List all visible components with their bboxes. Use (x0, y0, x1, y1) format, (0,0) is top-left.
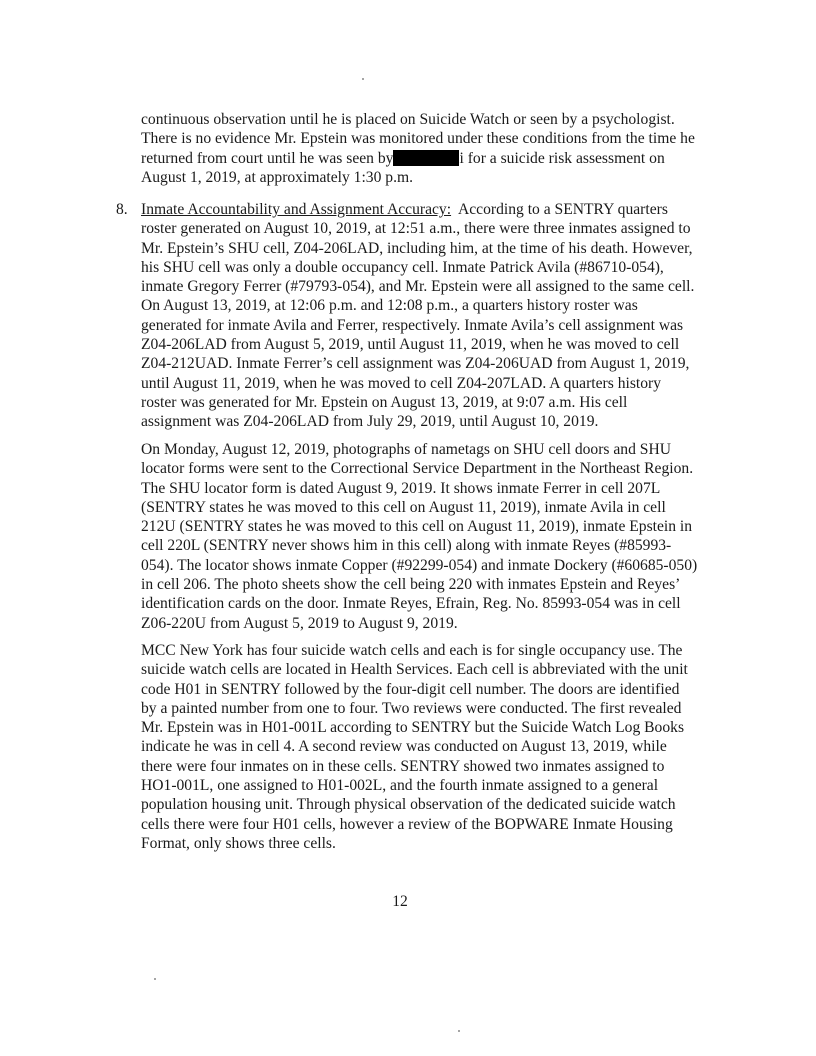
text-line: in cell 206. The photo sheets show the cell being 220 with inmates Epstein and Reyes’ (141, 576, 681, 594)
text-line: code H01 in SENTRY followed by the four-digit cell number. The doors are identified (141, 680, 680, 698)
text-fragment: i for a suicide risk assessment on (459, 149, 665, 167)
text-line: Z04-212UAD. Inmate Ferrer’s cell assignment was Z04-206UAD from August 1, 2019, (141, 355, 690, 373)
text-line: generated for inmate Avila and Ferrer, respectively. Inmate Avila’s cell assignment was (141, 316, 684, 334)
text-line: August 1, 2019, at approximately 1:30 p.m. (141, 168, 413, 186)
text-line: by a painted number from one to four. Two reviews were conducted. The first revealed (141, 699, 682, 717)
text-line: population housing unit. Through physical observation of the dedicated suicide watch (141, 796, 676, 814)
text-line: MCC New York has four suicide watch cells and each is for single occupancy use. The (141, 642, 683, 659)
text-line: continuous observation until he is placed on Suicide Watch or seen by a psychologist. (141, 111, 675, 128)
text-line: On Monday, August 12, 2019, photographs of nametags on SHU cell doors and SHU (141, 441, 671, 458)
text-line: roster was generated for Mr. Epstein on August 13, 2019, at 9:07 a.m. His cell (141, 393, 628, 411)
text-line: identification cards on the door. Inmate Reyes, Efrain, Reg. No. 85993-054 was in cell (141, 595, 681, 613)
text-line: there were four inmates on in these cells. SENTRY showed two inmates assigned to (141, 757, 665, 775)
text-line: his SHU cell was only a double occupancy cell. Inmate Patrick Avila (#86710-054), (141, 258, 664, 276)
text-line: until August 11, 2019, when he was moved to cell Z04-207LAD. A quarters history (141, 374, 662, 392)
text-line: Format, only shows three cells. (141, 834, 336, 852)
text-line: HO1-001L, one assigned to H01-002L, and the fourth inmate assigned to a general (141, 777, 659, 795)
text-line: Mr. Epstein was in H01-001L according to SENTRY but the Suicide Watch Log Books (141, 719, 685, 737)
section-heading: Inmate Accountability and Assignment Accuracy: (141, 201, 452, 218)
locator-paragraph (141, 440, 697, 633)
paragraph-continuation (141, 110, 695, 187)
text-line: roster generated on August 10, 2019, at 12:51 a.m., there were three inmates assigned to (141, 220, 691, 238)
text-line: cell 220L (SENTRY never shows him in this cell) along with inmate Reyes (#85993- (141, 537, 672, 555)
text-line-with-redaction (141, 149, 695, 168)
text-fragment: returned from court until he was seen by (141, 149, 394, 167)
text-line: 054). The locator shows inmate Copper (#92299-054) and inmate Dockery (#60685-050) (141, 556, 698, 574)
text-line: On August 13, 2019, at 12:06 p.m. and 12:08 p.m., a quarters history roster was (141, 297, 638, 315)
text-line: inmate Gregory Ferrer (#79793-054), and Mr. Epstein were all assigned to the same cell. (141, 278, 695, 296)
section-8-paragraph (141, 200, 694, 432)
text-line: assignment was Z04-206LAD from July 29, 2019, until August 10, 2019. (141, 413, 599, 431)
text-fragment: According to a SENTRY quarters (451, 201, 668, 218)
text-line: 212U (SENTRY states he was moved to this cell on August 11, 2019), inmate Epstein in (141, 518, 693, 536)
text-line: Z04-206LAD from August 5, 2019, until August 11, 2019, when he was moved to cell (141, 336, 680, 354)
text-line: cells there were four H01 cells, however a review of the BOPWARE Inmate Housing (141, 815, 673, 833)
text-line: suicide watch cells are located in Health Services. Each cell is abbreviated with the unit (141, 661, 688, 679)
page-number: 12 (392, 893, 408, 910)
text-line: locator forms were sent to the Correctional Service Department in the Northeast Region. (141, 460, 694, 478)
text-line: (SENTRY states he was moved to this cell on August 11, 2019), inmate Avila in cell (141, 498, 666, 516)
scan-speck (458, 1030, 460, 1032)
redaction-block (393, 150, 459, 166)
section-heading-line (141, 200, 694, 219)
text-line: indicate he was in cell 4. A second review was conducted on August 13, 2019, while (141, 738, 667, 756)
text-line: Mr. Epstein’s SHU cell, Z04-206LAD, including him, at the time of his death. However, (141, 239, 693, 257)
text-line: Z06-220U from August 5, 2019 to August 9, 2019. (141, 614, 458, 632)
text-line: There is no evidence Mr. Epstein was monitored under these conditions from the time he (141, 130, 695, 148)
scan-speck (154, 978, 156, 980)
text-line: The SHU locator form is dated August 9, 2019. It shows inmate Ferrer in cell 207L (141, 479, 661, 497)
scan-speck (362, 78, 364, 80)
suicide-watch-paragraph (141, 641, 688, 853)
section-number: 8. (116, 201, 128, 218)
